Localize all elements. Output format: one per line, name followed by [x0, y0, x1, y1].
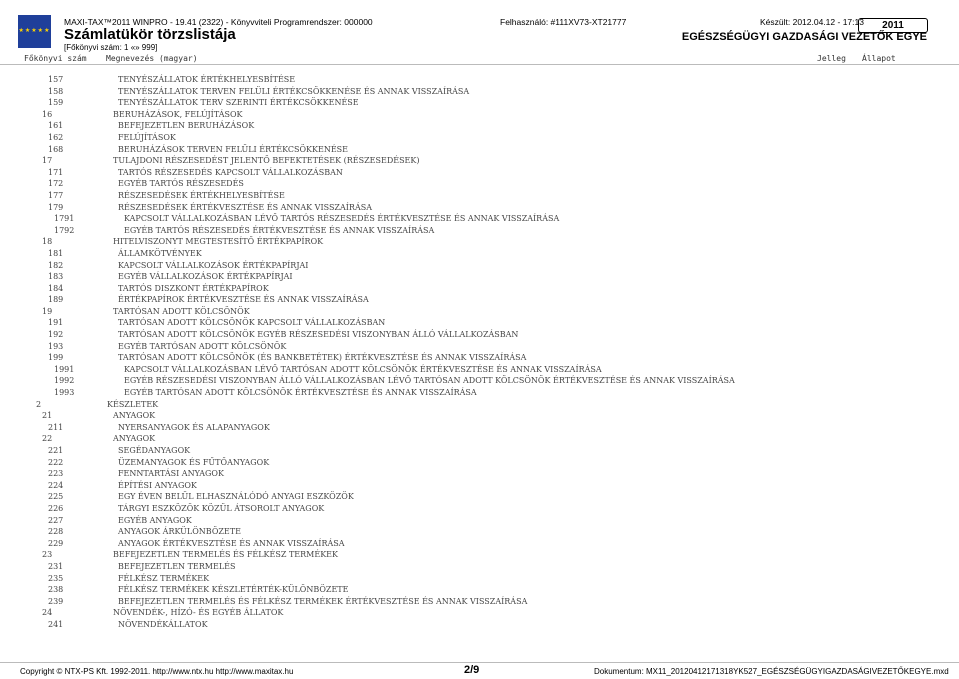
account-code: 23 — [42, 550, 53, 560]
account-code: 161 — [48, 121, 64, 131]
table-row — [0, 87, 959, 99]
account-code: 225 — [48, 492, 64, 502]
table-row — [0, 168, 959, 180]
account-name: RÉSZESEDÉSEK ÉRTÉKHELYESBÍTÉSE — [118, 190, 285, 200]
account-name: TARTÓSAN ADOTT KÖLCSÖNÖK EGYÉB RÉSZESEDÉSI VISZONYBAN ÁLLÓ VÁLLALKOZÁSBAN — [118, 330, 519, 340]
account-name: ÉRTÉKPAPÍROK ÉRTÉKVESZTÉSE ÉS ANNAK VISSZAÍRÁSA — [118, 295, 369, 305]
table-row — [0, 423, 959, 435]
account-code: 223 — [48, 469, 64, 479]
table-row — [0, 434, 959, 446]
account-name: ÜZEMANYAGOK ÉS FŰTŐANYAGOK — [118, 457, 270, 467]
account-name: FÉLKÉSZ TERMÉKEK KÉSZLETÉRTÉK-KÜLÖNBÖZETE — [118, 585, 349, 595]
column-header-flag: Jelleg — [817, 54, 846, 63]
account-code: 16 — [42, 109, 53, 119]
account-name: BERUHÁZÁSOK, FELÚJÍTÁSOK — [113, 109, 243, 119]
account-code: 189 — [48, 295, 64, 305]
table-row — [0, 261, 959, 273]
account-code: 19 — [42, 306, 53, 316]
account-name: BEFEJEZETLEN TERMELÉS ÉS FÉLKÉSZ TERMÉKEK — [113, 550, 338, 560]
column-header-status: Állapot — [862, 54, 896, 63]
account-code: 181 — [48, 248, 64, 258]
table-row — [0, 585, 959, 597]
user-id: Felhasználó: #111XV73-XT21777 — [500, 17, 627, 27]
table-row — [0, 272, 959, 284]
column-header-code: Főkönyvi szám — [24, 54, 87, 63]
account-name: BEFEJEZETLEN TERMELÉS — [118, 561, 236, 571]
account-name: FELÚJÍTÁSOK — [118, 132, 176, 142]
account-code: 231 — [48, 561, 64, 571]
table-row — [0, 237, 959, 249]
account-name: BEFEJEZETLEN BERUHÁZÁSOK — [118, 121, 255, 131]
account-code: 1993 — [54, 388, 75, 398]
account-name: HITELVISZONYT MEGTESTESÍTŐ ÉRTÉKPAPÍROK — [113, 237, 324, 247]
table-row — [0, 249, 959, 261]
account-code: 1792 — [54, 225, 75, 235]
account-code: 193 — [48, 341, 64, 351]
account-code: 191 — [48, 318, 64, 328]
table-row — [0, 156, 959, 168]
account-name: TARTÓS DISZKONT ÉRTÉKPAPÍROK — [118, 283, 269, 293]
account-name: EGYÉB VÁLLALKOZÁSOK ÉRTÉKPAPÍRJAI — [118, 272, 293, 282]
account-list — [0, 75, 959, 632]
account-name: KAPCSOLT VÁLLALKOZÁSOK ÉRTÉKPAPÍRJAI — [118, 260, 309, 270]
table-row — [0, 203, 959, 215]
report-title: Számlatükör törzslistája — [64, 26, 236, 43]
account-code: 226 — [48, 503, 64, 513]
account-name: KAPCSOLT VÁLLALKOZÁSBAN LÉVŐ TARTÓS RÉSZESEDÉS ÉRTÉKVESZTÉSE ÉS ANNAK VISSZAÍRÁSA — [124, 214, 560, 224]
account-name: EGYÉB TARTÓSAN ADOTT KÖLCSÖNÖK — [118, 341, 287, 351]
table-row — [0, 446, 959, 458]
table-row — [0, 458, 959, 470]
table-row — [0, 98, 959, 110]
account-name: TARTÓS RÉSZESEDÉS KAPCSOLT VÁLLALKOZÁSBAN — [118, 167, 343, 177]
account-code: 183 — [48, 272, 64, 282]
account-name: TARTÓSAN ADOTT KÖLCSÖNÖK (ÉS BANKBETÉTEK) ÉRTÉKVESZTÉSE ÉS ANNAK VISSZAÍRÁSA — [118, 353, 527, 363]
table-row — [0, 342, 959, 354]
table-row — [0, 527, 959, 539]
eu-flag-logo: ★★★★★ — [18, 15, 51, 48]
account-name: EGYÉB RÉSZESEDÉSI VISZONYBAN ÁLLÓ VÁLLALKOZÁSBAN LÉVŐ TARTÓSAN ADOTT KÖLCSÖNÖK ÉRTÉKVESZTÉSE ÉS ANNAK VISSZAÍRÁSA — [124, 376, 735, 386]
account-name: KÉSZLETEK — [107, 399, 159, 409]
account-code: 235 — [48, 573, 64, 583]
account-name: TULAJDONI RÉSZESEDÉST JELENTŐ BEFEKTETÉSEK (RÉSZESEDÉSEK) — [113, 156, 420, 166]
table-row — [0, 353, 959, 365]
table-row — [0, 376, 959, 388]
page-number: 2/9 — [464, 664, 480, 676]
table-row — [0, 295, 959, 307]
account-name: TARTÓSAN ADOTT KÖLCSÖNÖK — [113, 306, 250, 316]
account-code: 171 — [48, 167, 64, 177]
account-code: 241 — [48, 619, 64, 629]
account-name: FÉLKÉSZ TERMÉKEK — [118, 573, 210, 583]
account-name: ANYAGOK — [113, 411, 156, 421]
account-name: ÁLLAMKÖTVÉNYEK — [118, 248, 202, 258]
account-name: ANYAGOK — [113, 434, 156, 444]
report-header — [0, 0, 959, 52]
account-name: EGYÉB TARTÓSAN ADOTT KÖLCSÖNÖK ÉRTÉKVESZTÉSE ÉS ANNAK VISSZAÍRÁSA — [124, 388, 477, 398]
table-row — [0, 516, 959, 528]
account-code: 162 — [48, 132, 64, 142]
table-row — [0, 110, 959, 122]
account-code: 21 — [42, 411, 53, 421]
account-name: ÉPÍTÉSI ANYAGOK — [118, 480, 197, 490]
account-code: 172 — [48, 179, 64, 189]
document-name: Dokumentum: MX11_20120412171318YK527_EGÉSZSÉGÜGYIGAZDASÁGIVEZETŐKEGYE.mxd — [594, 667, 949, 676]
app-name: MAXI-TAX™2011 WINPRO - 19.41 (2322) - Könyvviteli Programrendszer: 000000 — [64, 17, 373, 27]
account-code: 1991 — [54, 364, 75, 374]
table-row — [0, 145, 959, 157]
account-name: TARTÓSAN ADOTT KÖLCSÖNÖK KAPCSOLT VÁLLALKOZÁSBAN — [118, 318, 386, 328]
table-row — [0, 330, 959, 342]
account-code: 17 — [42, 156, 53, 166]
account-name: EGYÉB TARTÓS RÉSZESEDÉS — [118, 179, 244, 189]
table-row — [0, 179, 959, 191]
account-name: RÉSZESEDÉSEK ÉRTÉKVESZTÉSE ÉS ANNAK VISSZAÍRÁSA — [118, 202, 372, 212]
account-code: 24 — [42, 608, 53, 618]
book-number-range: [Főkönyvi szám: 1 «» 999] — [64, 43, 158, 52]
table-row — [0, 608, 959, 620]
table-row — [0, 388, 959, 400]
table-row — [0, 504, 959, 516]
table-row — [0, 562, 959, 574]
account-name: ANYAGOK ÉRTÉKVESZTÉSE ÉS ANNAK VISSZAÍRÁSA — [118, 538, 345, 548]
table-row — [0, 226, 959, 238]
table-row — [0, 411, 959, 423]
account-name: BEFEJEZETLEN TERMELÉS ÉS FÉLKÉSZ TERMÉKEK ÉRTÉKVESZTÉSE ÉS ANNAK VISSZAÍRÁSA — [118, 596, 528, 606]
account-code: 211 — [48, 422, 64, 432]
account-code: 159 — [48, 98, 64, 108]
table-row — [0, 191, 959, 203]
column-header-row — [0, 52, 959, 65]
column-header-name: Megnevezés (magyar) — [106, 54, 198, 63]
account-name: EGYÉB ANYAGOK — [118, 515, 192, 525]
table-row — [0, 121, 959, 133]
table-row — [0, 133, 959, 145]
account-name: BERUHÁZÁSOK TERVEN FELÜLI ÉRTÉKCSÖKKENÉSE — [118, 144, 349, 154]
account-code: 221 — [48, 446, 64, 455]
account-name: EGYÉB TARTÓS RÉSZESEDÉS ÉRTÉKVESZTÉSE ÉS ANNAK VISSZAÍRÁSA — [124, 225, 435, 235]
account-code: 177 — [48, 190, 64, 200]
table-row — [0, 597, 959, 609]
year-badge: 2011 — [858, 18, 928, 33]
account-code: 22 — [42, 434, 53, 444]
account-name: NÖVENDÉKÁLLATOK — [118, 619, 208, 629]
account-name: TENYÉSZÁLLATOK TERVEN FELÜLI ÉRTÉKCSÖKKENÉSE ÉS ANNAK VISSZAÍRÁSA — [118, 86, 470, 96]
account-code: 239 — [48, 596, 64, 606]
account-name: NYERSANYAGOK ÉS ALAPANYAGOK — [118, 422, 270, 432]
account-code: 238 — [48, 585, 64, 595]
table-row — [0, 75, 959, 87]
account-code: 229 — [48, 538, 64, 548]
account-name: TÁRGYI ESZKÖZÖK KÖZÜL ÁTSOROLT ANYAGOK — [118, 503, 325, 513]
account-code: 158 — [48, 86, 64, 96]
organization-name: EGÉSZSÉGÜGYI GAZDASÁGI VEZETŐK EGYE — [681, 31, 927, 43]
table-row — [0, 307, 959, 319]
account-code: 199 — [48, 353, 64, 363]
table-row — [0, 492, 959, 504]
account-name: KAPCSOLT VÁLLALKOZÁSBAN LÉVŐ TARTÓSAN ADOTT KÖLCSÖNÖK ÉRTÉKVESZTÉSE ÉS ANNAK VISSZAÍRÁSA — [124, 364, 602, 374]
account-code: 192 — [48, 330, 64, 340]
account-name: EGY ÉVEN BELÜL ELHASZNÁLÓDÓ ANYAGI ESZKÖZÖK — [118, 492, 354, 502]
table-row — [0, 620, 959, 632]
account-name: ANYAGOK ÁRKÜLÖNBÖZETE — [118, 527, 241, 537]
table-row — [0, 574, 959, 586]
account-code: 179 — [48, 202, 64, 212]
account-code: 2 — [36, 399, 42, 409]
account-name: TENYÉSZÁLLATOK TERV SZERINTI ÉRTÉKCSÖKKENÉSE — [118, 98, 359, 108]
account-code: 157 — [48, 75, 64, 84]
account-code: 182 — [48, 260, 64, 270]
created-timestamp: Készült: 2012.04.12 - 17:13 — [760, 17, 864, 27]
account-name: FENNTARTÁSI ANYAGOK — [118, 469, 224, 479]
account-code: 168 — [48, 144, 64, 154]
account-code: 227 — [48, 515, 64, 525]
account-code: 228 — [48, 527, 64, 537]
account-name: SEGÉDANYAGOK — [118, 446, 191, 455]
account-name: TENYÉSZÁLLATOK ÉRTÉKHELYESBÍTÉSE — [118, 75, 296, 84]
table-row — [0, 365, 959, 377]
table-row — [0, 284, 959, 296]
account-code: 224 — [48, 480, 64, 490]
account-name: NÖVENDÉK-, HÍZÓ- ÉS EGYÉB ÁLLATOK — [113, 608, 284, 618]
table-row — [0, 550, 959, 562]
table-row — [0, 214, 959, 226]
account-code: 184 — [48, 283, 64, 293]
table-row — [0, 469, 959, 481]
table-row — [0, 400, 959, 412]
table-row — [0, 318, 959, 330]
table-row — [0, 481, 959, 493]
account-code: 1992 — [54, 376, 75, 386]
copyright-text: Copyright © NTX-PS Kft. 1992-2011. http://www.ntx.hu http://www.maxitax.hu — [20, 667, 294, 676]
account-code: 222 — [48, 457, 64, 467]
account-code: 1791 — [54, 214, 75, 224]
report-footer — [0, 662, 959, 679]
table-row — [0, 539, 959, 551]
account-code: 18 — [42, 237, 53, 247]
